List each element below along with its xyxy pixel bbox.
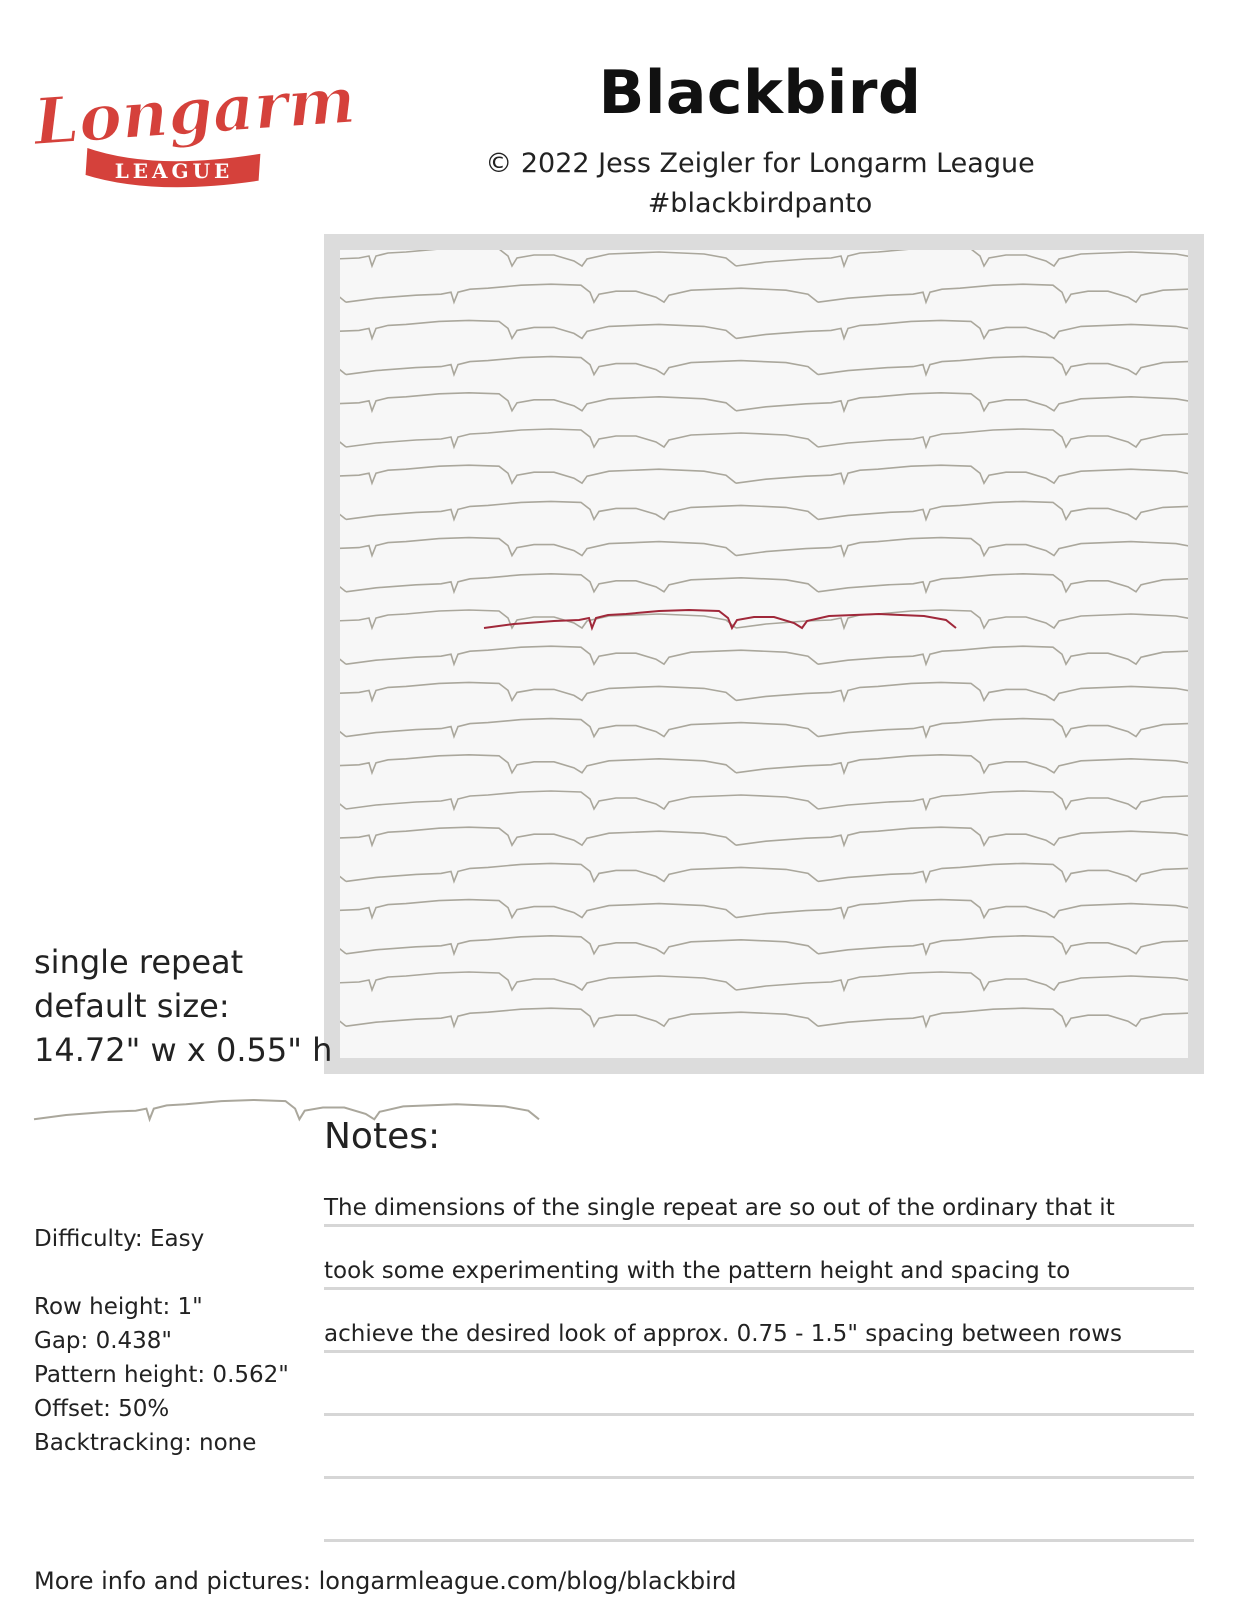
pattern-repeat <box>0 284 346 302</box>
pattern-repeat <box>0 429 346 447</box>
note-line[interactable] <box>324 1507 1194 1542</box>
pattern-repeat <box>1208 972 1250 990</box>
more-info-link[interactable]: More info and pictures: longarmleague.com/blog/blackbird <box>34 1567 737 1595</box>
logo-wordmark: Longarm <box>31 63 358 161</box>
pattern-repeat <box>0 719 346 737</box>
pattern-repeat <box>0 646 346 664</box>
hashtag: #blackbirdpanto <box>647 188 873 219</box>
pattern-repeat <box>1208 538 1250 556</box>
longarm-league-logo <box>24 58 358 188</box>
gap-spec: Gap: 0.438" <box>34 1328 172 1354</box>
pattern-repeat <box>0 538 264 556</box>
pattern-specs <box>34 1222 289 1460</box>
repeat-label-line2: default size: <box>34 987 230 1025</box>
backtracking: Backtracking: none <box>34 1430 257 1456</box>
pattern-repeat <box>0 574 346 592</box>
pattern-repeat <box>0 827 264 845</box>
single-repeat-sample <box>34 1092 542 1126</box>
repeat-size-info <box>34 940 332 1072</box>
pattern-repeat <box>0 682 264 700</box>
pattern-repeat <box>1208 682 1250 700</box>
pattern-repeat <box>0 357 346 375</box>
pattern-repeat <box>0 791 346 809</box>
pattern-repeat <box>0 610 264 628</box>
pattern-repeat <box>0 465 264 483</box>
pattern-repeat <box>0 501 346 519</box>
pattern-repeat <box>0 248 264 266</box>
pattern-repeat <box>0 900 264 918</box>
pattern-preview <box>324 234 1204 1074</box>
difficulty: Difficulty: Easy <box>34 1226 205 1252</box>
repeat-label-line1: single repeat <box>34 943 244 981</box>
pattern-repeat <box>1208 610 1250 628</box>
logo-league: LEAGUE <box>114 159 234 183</box>
note-line[interactable] <box>324 1444 1194 1479</box>
note-line[interactable] <box>324 1381 1194 1416</box>
note-line[interactable]: took some experimenting with the pattern height and spacing to <box>324 1255 1194 1290</box>
pattern-repeat <box>1208 248 1250 266</box>
pattern-repeat <box>1208 465 1250 483</box>
offset: Offset: 50% <box>34 1396 170 1422</box>
note-line[interactable]: achieve the desired look of approx. 0.75 - 1.5" spacing between rows <box>324 1318 1194 1353</box>
pattern-repeat <box>0 320 264 338</box>
pattern-repeat <box>0 393 264 411</box>
pattern-repeat <box>0 863 346 881</box>
repeat-size: 14.72" w x 0.55" h <box>34 1031 333 1069</box>
pattern-repeat <box>1208 755 1250 773</box>
note-line[interactable]: The dimensions of the single repeat are so out of the ordinary that it <box>324 1192 1194 1227</box>
pattern-repeat <box>1208 393 1250 411</box>
row-height: Row height: 1" <box>34 1294 203 1320</box>
copyright: © 2022 Jess Zeigler for Longarm League <box>485 148 1035 179</box>
pattern-height: Pattern height: 0.562" <box>34 1362 289 1388</box>
notes-heading: Notes: <box>324 1116 441 1157</box>
pattern-repeat <box>0 755 264 773</box>
pattern-repeat <box>1208 827 1250 845</box>
pattern-repeat <box>1208 900 1250 918</box>
page-title: Blackbird <box>598 58 922 128</box>
pattern-repeat <box>1208 320 1250 338</box>
